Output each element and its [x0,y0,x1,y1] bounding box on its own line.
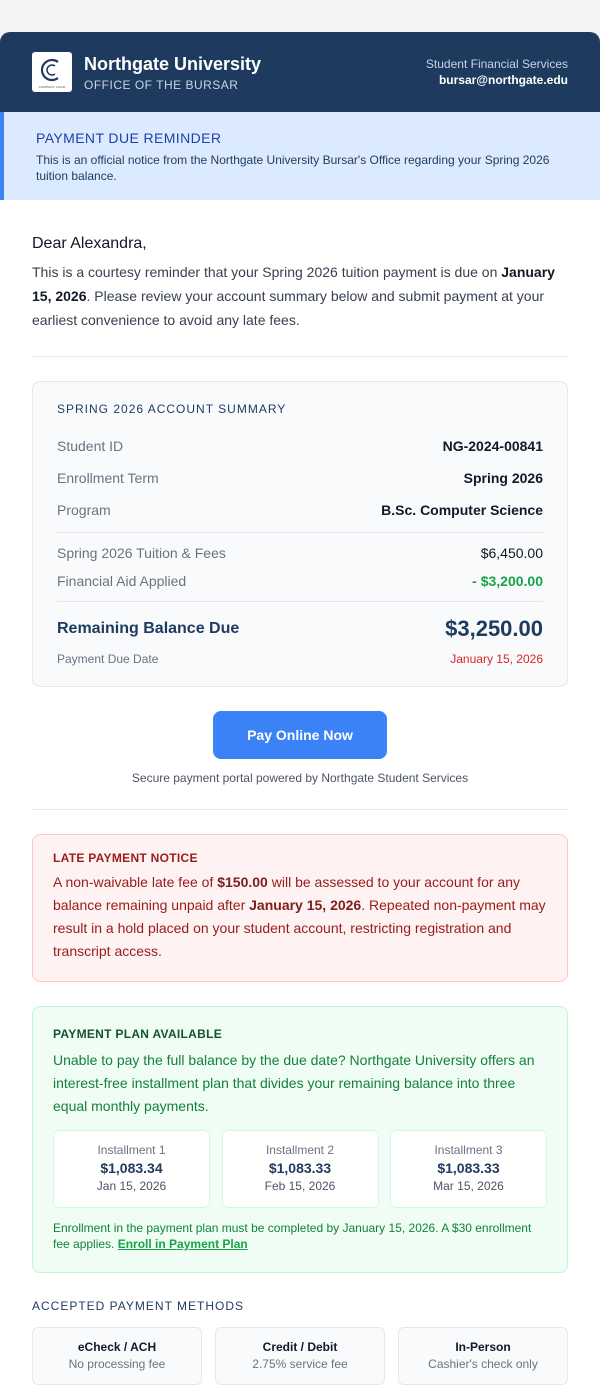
university-name: Northgate University [84,53,262,74]
program-row [57,494,543,526]
method-name: eCheck / ACH [77,1340,157,1354]
methods-title: ACCEPTED PAYMENT METHODS [32,1299,245,1313]
late-notice-title: LATE PAYMENT NOTICE [53,851,198,865]
office-name: OFFICE OF THE BURSAR [84,77,239,92]
intro-text-end: . Please review your account summary below and submit payment at your earliest convenience to avoid any late fees. [32,288,545,328]
tuition-row [57,539,543,567]
summary-title: SPRING 2026 ACCOUNT SUMMARY [57,402,287,416]
method-detail: 2.75% service fee [252,1357,348,1371]
installment-label: Installment 3 [434,1143,503,1157]
intro-paragraph [32,260,568,332]
payment-method [32,1327,202,1385]
payment-cta [32,711,568,785]
installment-card [222,1130,379,1208]
portal-note: Secure payment portal powered by Northgate Student Services [131,771,469,785]
logo-c-icon [38,56,66,84]
summary-separator [57,601,543,602]
banner-text: This is an official notice from the Northgate University Bursar's Office regarding your Spring 2026 tuition balance. [36,153,550,183]
plan-text: Unable to pay the full balance by the due date? Northgate University offers an interest-free installment plan that divides your remaining balance into three equal monthly payments. [53,1052,535,1114]
method-detail: Cashier's check only [428,1357,538,1371]
plan-note [53,1220,547,1252]
greeting: Dear Alexandra, [32,235,147,252]
intro-text-start: This is a courtesy reminder that your Spring 2026 tuition payment is due on [32,264,502,280]
aid-value: - $3,200.00 [472,573,543,589]
late-text-3: . Repeated non-payment may result in a hold placed on your student account, restricting registration and transcript access. [53,897,546,959]
installment-card [390,1130,547,1208]
divider [32,809,568,810]
installments [53,1130,547,1208]
student-id-label: Student ID [57,438,124,454]
installment-date: Mar 15, 2026 [433,1179,504,1193]
payment-method [215,1327,385,1385]
method-detail: No processing fee [68,1357,166,1371]
reminder-banner [0,112,600,200]
late-payment-notice [32,834,568,982]
plan-note-text: Enrollment in the payment plan must be completed by January 15, 2026. A $30 enrollment fee applies. [53,1221,532,1251]
banner-title: PAYMENT DUE REMINDER [36,130,222,146]
letter-body [0,200,600,1385]
header-contact [426,56,568,88]
brand [32,52,261,92]
balance-value: $3,250.00 [445,616,543,641]
installment-amount: $1,083.33 [268,1160,332,1176]
installment-amount: $1,083.34 [100,1160,163,1176]
summary-separator [57,532,543,533]
divider [32,356,568,357]
term-row [57,462,543,494]
payment-plan [32,1006,568,1273]
program-value: B.Sc. Computer Science [381,502,543,518]
late-text-1: A non-waivable late fee of [53,874,218,890]
tuition-label: Spring 2026 Tuition & Fees [57,545,226,561]
header [0,32,600,112]
late-date: January 15, 2026 [249,897,362,913]
university-logo [32,52,72,92]
payment-method [398,1327,568,1385]
student-id-row [57,430,543,462]
plan-title: PAYMENT PLAN AVAILABLE [53,1027,223,1041]
aid-label: Financial Aid Applied [57,573,187,589]
email-card [0,32,600,1400]
due-date-label: Payment Due Date [57,652,159,666]
due-date-value: January 15, 2026 [450,652,543,666]
enroll-plan-link[interactable]: Enroll in Payment Plan [117,1237,248,1251]
method-name: Credit / Debit [262,1340,338,1354]
late-fee: $150.00 [217,874,268,890]
department-name: Student Financial Services [425,57,568,71]
term-value: Spring 2026 [463,470,543,486]
balance-label: Remaining Balance Due [57,620,240,637]
installment-label: Installment 1 [97,1143,166,1157]
due-date-row [57,652,543,666]
payment-methods [32,1327,568,1385]
intro-due-date: January 15, 2026 [32,264,555,304]
balance-row [57,616,543,642]
method-name: In-Person [455,1340,511,1354]
pay-online-button[interactable]: Pay Online Now [213,711,387,759]
late-text-2: will be assessed to your account for any balance remaining unpaid after [53,874,520,913]
installment-date: Feb 15, 2026 [264,1179,336,1193]
bursar-email[interactable]: bursar@northgate.edu [438,73,568,87]
installment-card [53,1130,210,1208]
aid-row [57,567,543,595]
student-id-value: NG-2024-00841 [442,438,543,454]
logo-text: COMPANY LOGO [38,84,66,89]
account-summary [32,381,568,687]
late-notice-text [53,871,547,963]
program-label: Program [57,502,111,518]
installment-date: Jan 15, 2026 [96,1179,167,1193]
tuition-value: $6,450.00 [480,545,543,561]
installment-amount: $1,083.33 [437,1160,500,1176]
term-label: Enrollment Term [57,470,159,486]
installment-label: Installment 2 [265,1143,335,1157]
